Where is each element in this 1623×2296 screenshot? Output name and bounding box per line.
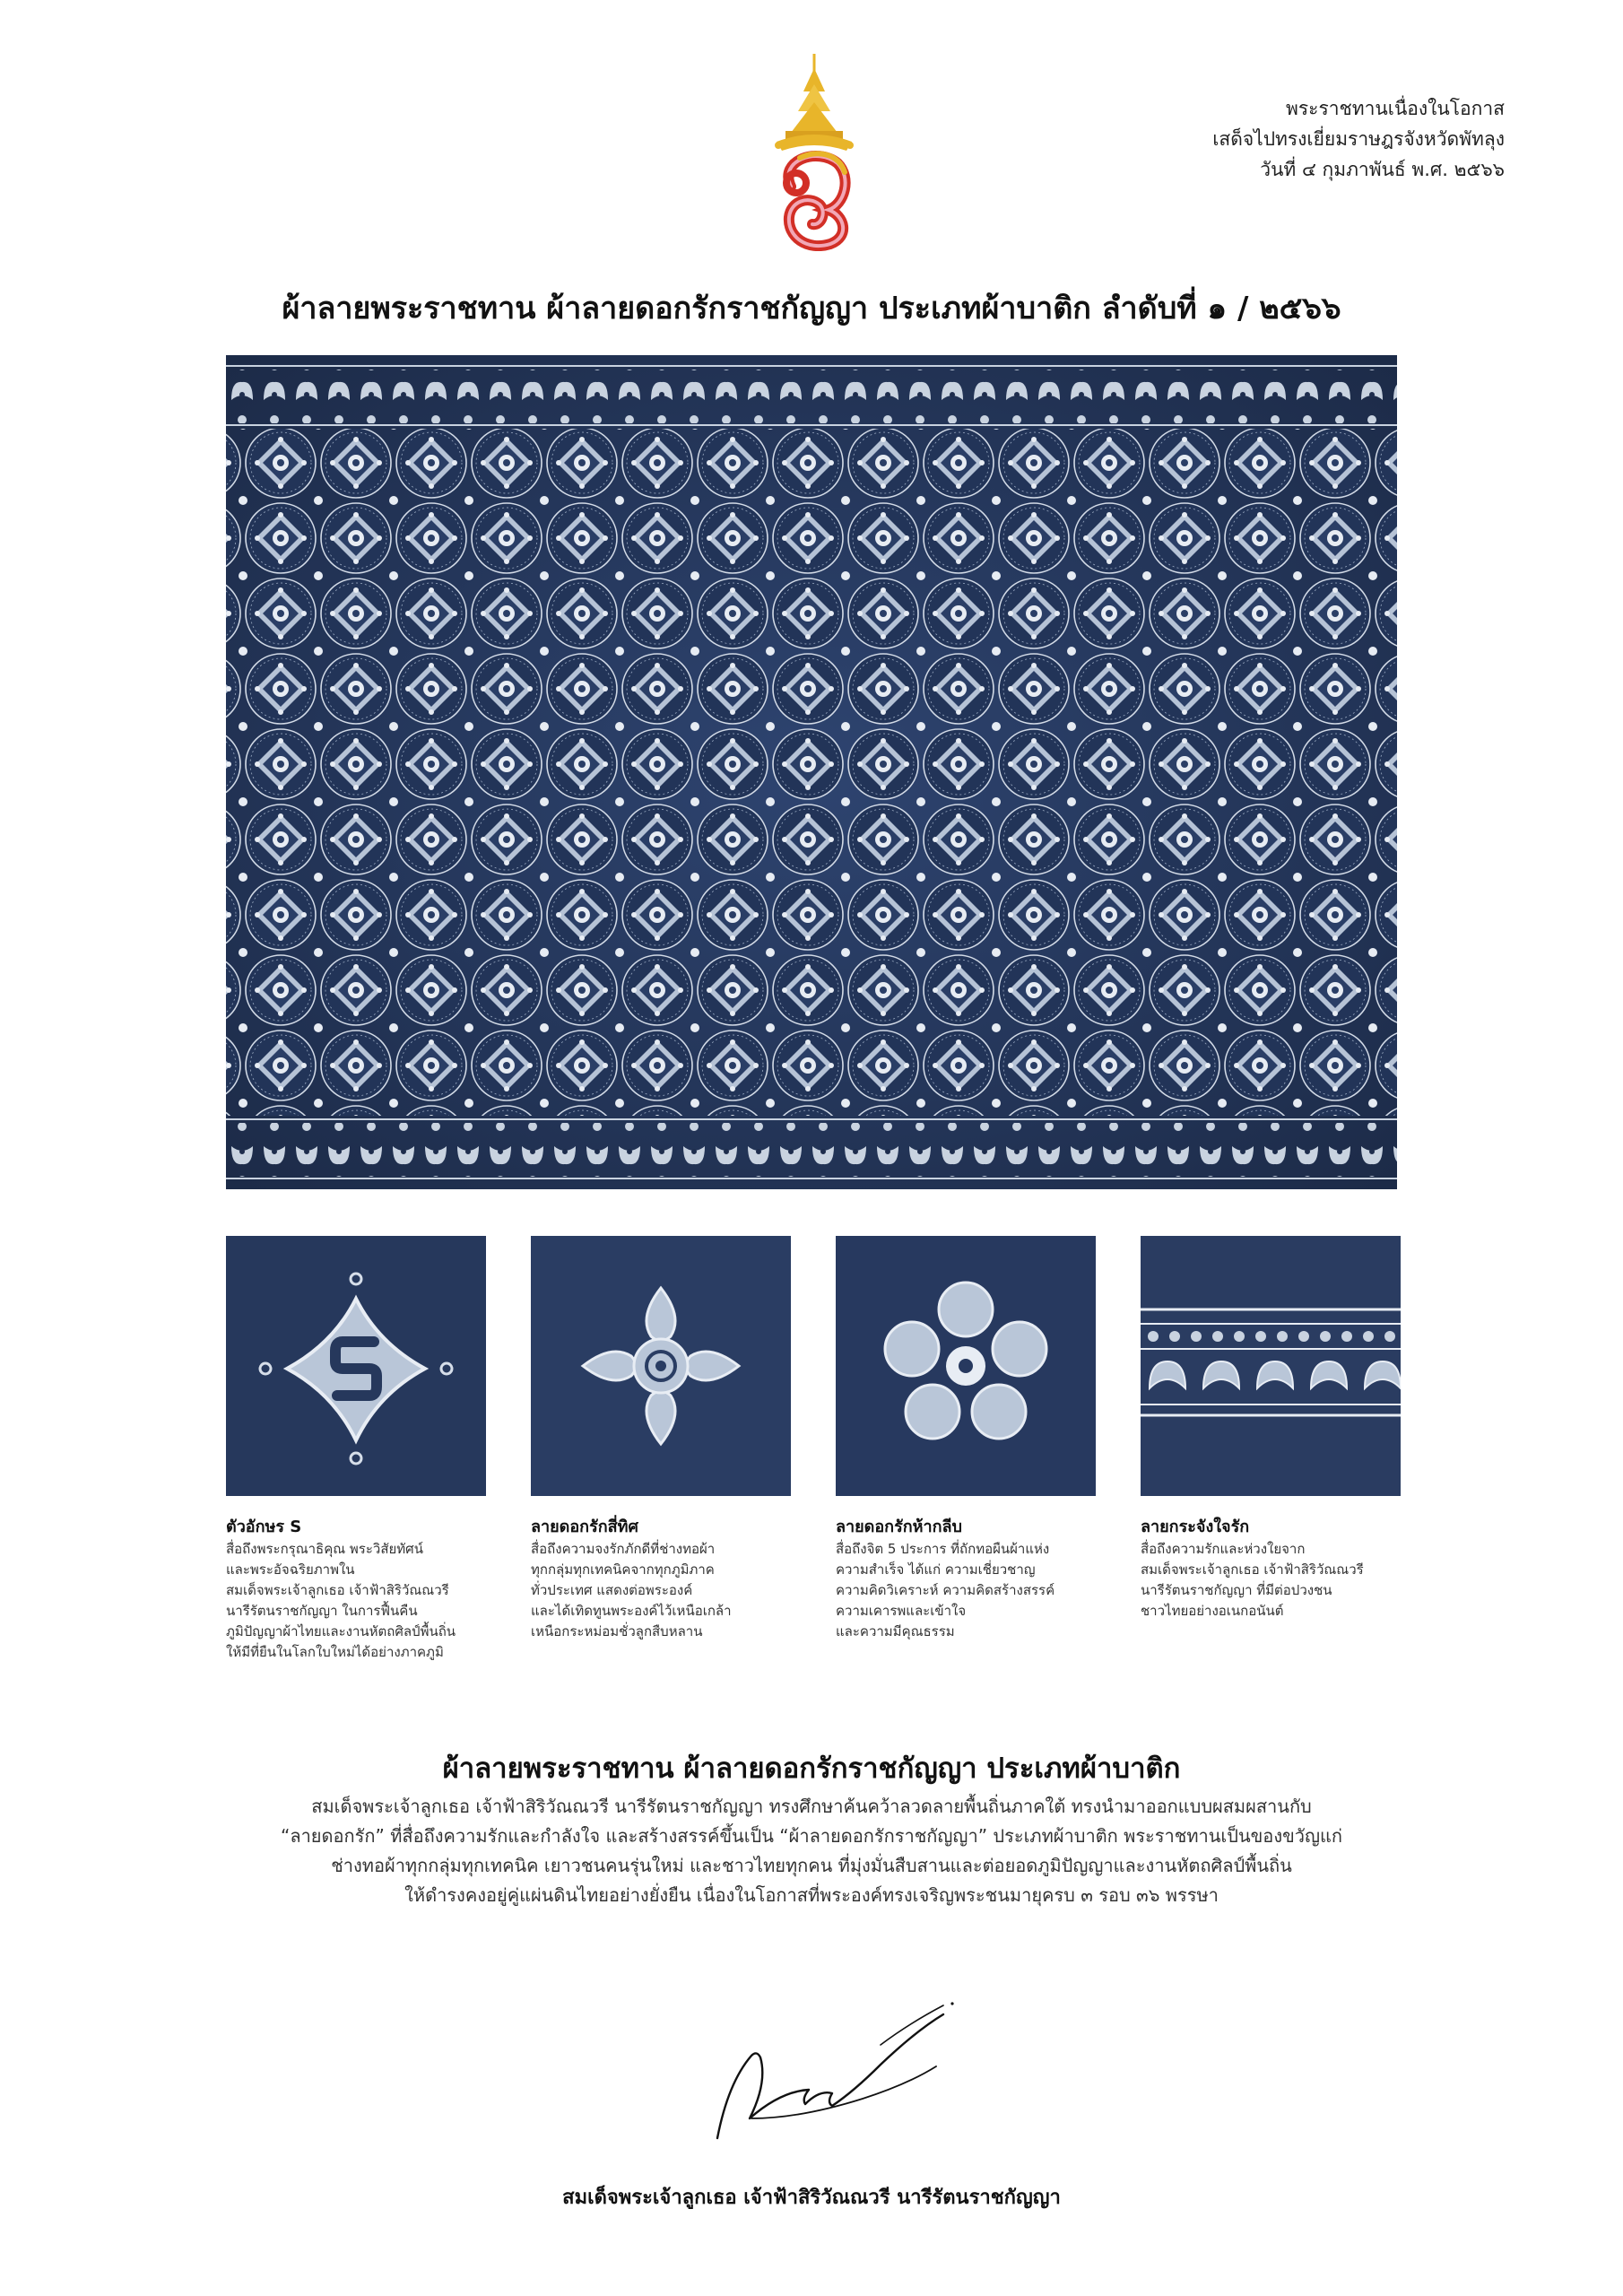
desc-line: นารีรัตนราชกัญญา ที่มีต่อปวงชน	[1141, 1582, 1332, 1598]
paragraph-line: สมเด็จพระเจ้าลูกเธอ เจ้าฟ้าสิริวัณณวรี นารีรัตนราชกัญญา ทรงศึกษาค้นคว้าลวดลายพื้นถิ่นภาคใต้ ทรงนำมาออกแบบผสมผสานกับ	[311, 1796, 1312, 1817]
desc-line: สื่อถึงพระกรุณาธิคุณ พระวิสัยทัศน์	[226, 1541, 423, 1557]
four-direction-flower-motif-icon	[531, 1236, 791, 1496]
desc-line: และพระอัจฉริยภาพใน	[226, 1561, 355, 1578]
desc-line: ความคิดวิเคราะห์ ความคิดสร้างสรรค์	[836, 1582, 1055, 1598]
motif-description	[531, 1539, 791, 1642]
motif-description	[836, 1539, 1096, 1642]
motif-description	[1141, 1539, 1401, 1622]
five-petal-flower-motif-icon	[836, 1236, 1096, 1496]
desc-line: สื่อถึงความรักและห่วงใยจาก	[1141, 1541, 1306, 1557]
fabric-pattern-image	[226, 355, 1397, 1189]
section-subtitle: ผ้าลายพระราชทาน ผ้าลายดอกรักราชกัญญา ประเภทผ้าบาติก	[442, 1752, 1181, 1785]
occasion-line-3: วันที่ ๔ กุมภาพันธ์ พ.ศ. ๒๕๖๖	[1260, 159, 1505, 180]
royal-emblem-icon	[764, 52, 864, 251]
desc-line: สมเด็จพระเจ้าลูกเธอ เจ้าฟ้าสิริวัณณวรี	[1141, 1561, 1364, 1578]
desc-line: นารีรัตนราชกัญญา ในการฟื้นคืน	[226, 1603, 418, 1619]
motif-title: ลายดอกรักสี่ทิศ	[531, 1518, 638, 1536]
desc-line: สมเด็จพระเจ้าลูกเธอ เจ้าฟ้าสิริวัณณวรี	[226, 1582, 449, 1598]
desc-line: ทุกกลุ่มทุกเทคนิคจากทุกภูมิภาค	[531, 1561, 715, 1578]
motif-title: ลายดอกรักห้ากลีบ	[836, 1518, 962, 1536]
paragraph-line: “ลายดอกรัก” ที่สื่อถึงความรักและกำลังใจ และสร้างสรรค์ขึ้นเป็น “ผ้าลายดอกรักราชกัญญา” ประเภทผ้าบาติก พระราชทานเป็นของขวัญแก่	[280, 1825, 1343, 1847]
desc-line: ทั่วประเทศ แสดงต่อพระองค์	[531, 1582, 693, 1598]
heart-border-motif-icon	[1141, 1236, 1401, 1496]
desc-line: ชาวไทยอย่างอเนกอนันต์	[1141, 1603, 1284, 1619]
motif-card-five-petal	[836, 1236, 1096, 1642]
s-letter-diamond-motif-icon	[226, 1236, 486, 1496]
motif-description	[226, 1539, 486, 1663]
desc-line: สื่อถึงจิต 5 ประการ ที่ถักทอผืนผ้าแห่ง	[836, 1541, 1050, 1557]
desc-line: และได้เทิดทูนพระองค์ไว้เหนือเกล้า	[531, 1603, 732, 1619]
occasion-line-2: เสด็จไปทรงเยี่ยมราษฎรจังหวัดพัทลุง	[1212, 128, 1505, 150]
desc-line: ความสำเร็จ ได้แก่ ความเชี่ยวชาญ	[836, 1561, 1036, 1578]
paragraph-line: ช่างทอผ้าทุกกลุ่มทุกเทคนิค เยาวชนคนรุ่นใหม่ และชาวไทยทุกคน ที่มุ่งมั่นสืบสานและต่อยอดภูมิปัญญาและงานหัตถศิลป์พื้นถิ่น	[331, 1855, 1292, 1876]
paragraph-line: ให้ดำรงคงอยู่คู่แผ่นดินไทยอย่างยั่งยืน เนื่องในโอกาสที่พระองค์ทรงเจริญพระชนมายุครบ ๓ รอบ ๓๖ พรรษา	[404, 1884, 1219, 1906]
motif-title: ตัวอักษร S	[226, 1518, 302, 1536]
motif-card-heart-border	[1141, 1236, 1401, 1622]
desc-line: สื่อถึงความจงรักภักดีที่ช่างทอผ้า	[531, 1541, 716, 1557]
desc-line: เหนือกระหม่อมชั่วลูกสืบหลาน	[531, 1623, 703, 1639]
page-title: ผ้าลายพระราชทาน ผ้าลายดอกรักราชกัญญา ประเภทผ้าบาติก ลำดับที่ ๑ / ๒๕๖๖	[282, 291, 1341, 326]
occasion-text	[1002, 93, 1505, 185]
desc-line: และความมีคุณธรรม	[836, 1623, 955, 1639]
desc-line: ให้มีที่ยืนในโลกใบใหม่ได้อย่างภาคภูมิ	[226, 1644, 444, 1660]
motif-card-four-direction	[531, 1236, 791, 1642]
motif-title: ลายกระจังใจรัก	[1141, 1518, 1250, 1536]
occasion-line-1: พระราชทานเนื่องในโอกาส	[1286, 98, 1505, 119]
desc-line: ความเคารพและเข้าใจ	[836, 1603, 967, 1619]
motif-card-s-letter	[226, 1236, 486, 1663]
description-paragraph	[108, 1792, 1515, 1910]
signer-name: สมเด็จพระเจ้าลูกเธอ เจ้าฟ้าสิริวัณณวรี นารีรัตนราชกัญญา	[562, 2187, 1061, 2209]
desc-line: ภูมิปัญญาผ้าไทยและงานหัตถศิลป์พื้นถิ่น	[226, 1623, 456, 1639]
signature-image	[674, 1984, 970, 2145]
